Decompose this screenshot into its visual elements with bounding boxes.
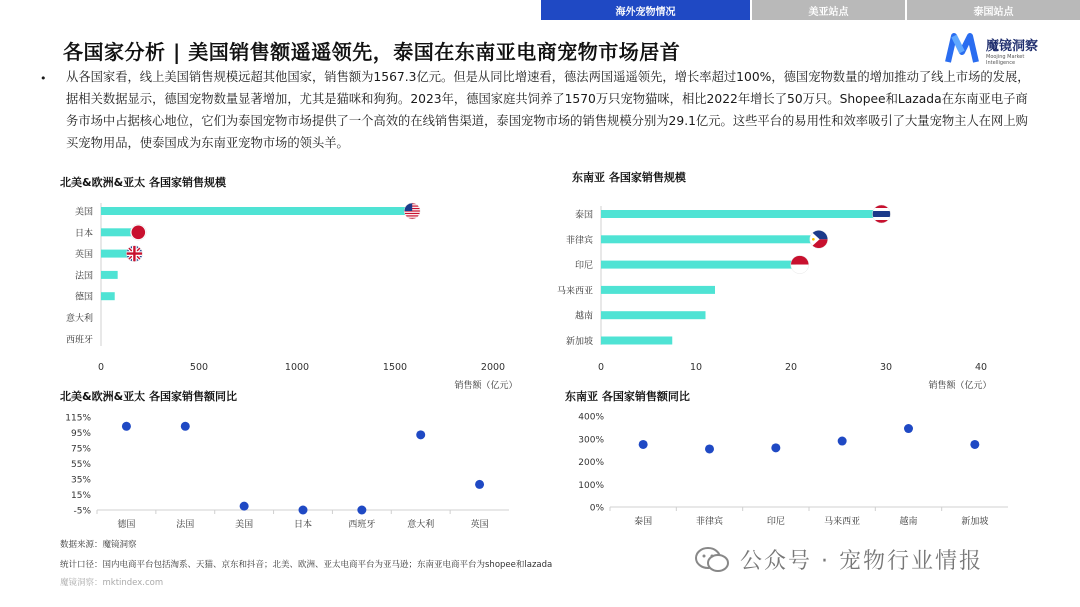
- category-label: 菲律宾: [565, 235, 593, 246]
- summary-paragraph: 从各国家看，线上美国销售规模远超其他国家，销售额为1567.3亿元。但是从同比增速看，德法两国遥遥领先，增长率超过100%，德国宠物数量的增加推动了线上市场的发展，据相关数据显示，德国宠物数量显著增加，尤其是猫咪和狗狗。2023年，德国家庭共饲养了1570万只宠物猫咪，相比2022年增长了50万只。Shopee和Lazada在东南亚电子商务市场中占据核心地位，它们为泰国宠物市场提供了一个高效的在线销售渠道，泰国宠物市场的销售规模分别为29.1亿元。这些平台的易用性和效率吸引了大量宠物主人在网上购买宠物用品，使泰国成为东南亚宠物市场的领头羊。: [66, 70, 1030, 150]
- x-tick-label: 0: [97, 362, 105, 373]
- bar: [101, 207, 408, 215]
- category-label: 英国: [470, 520, 489, 530]
- category-label: 印尼: [766, 517, 785, 527]
- uk-flag-icon: [126, 246, 142, 262]
- category-label: 印尼: [574, 261, 593, 272]
- x-tick-label: 1500: [382, 362, 408, 373]
- category-label: 法国: [74, 271, 93, 282]
- y-tick-label: 95%: [70, 429, 91, 439]
- category-label: 泰国: [574, 210, 593, 221]
- category-label: 越南: [574, 311, 593, 322]
- data-point: [122, 422, 131, 431]
- chart-title: 东南亚 各国家销售规模: [572, 171, 686, 184]
- category-label: 菲律宾: [695, 517, 724, 527]
- tab-us-amazon[interactable]: 美亚站点: [752, 0, 905, 20]
- category-label: 马来西亚: [556, 286, 593, 297]
- category-label: 意大利: [65, 314, 93, 324]
- category-label: 意大利: [407, 520, 435, 530]
- y-tick-label: 15%: [70, 491, 91, 501]
- category-label: 西班牙: [348, 520, 376, 530]
- tab-overseas-pet[interactable]: 海外宠物情况: [541, 0, 750, 20]
- y-tick-label: 0%: [589, 503, 604, 514]
- footer-source: 数据来源：魔镜洞察: [60, 540, 137, 550]
- y-tick-label: 300%: [578, 435, 604, 446]
- watermark-text: 公众号 · 宠物行业情报: [740, 549, 983, 574]
- data-point: [475, 480, 484, 489]
- chart-global-yoy: [60, 389, 509, 530]
- x-tick-label: 500: [189, 362, 209, 373]
- bar: [601, 261, 796, 269]
- category-label: 德国: [117, 520, 136, 530]
- japan-flag-icon: [130, 224, 146, 240]
- data-point: [904, 424, 913, 433]
- logo-subtitle: Moojing Market Intelligence: [986, 54, 1025, 66]
- category-label: 美国: [74, 207, 93, 218]
- x-tick-label: 40: [974, 362, 988, 373]
- data-point: [299, 506, 308, 515]
- indonesia-flag-icon: [791, 256, 809, 274]
- category-label: 泰国: [634, 517, 653, 527]
- data-point: [416, 430, 425, 439]
- wechat-icon: [694, 546, 730, 574]
- bar: [601, 235, 815, 243]
- data-point: [705, 444, 714, 453]
- data-point: [639, 440, 648, 449]
- data-point: [357, 506, 366, 515]
- x-tick-label: 1000: [284, 362, 310, 373]
- philippines-flag-icon: [810, 230, 828, 248]
- data-point: [181, 422, 190, 431]
- x-tick-label: 10: [689, 362, 703, 373]
- x-axis-label: 销售额（亿元）: [928, 381, 992, 391]
- tab-thailand[interactable]: 泰国站点: [907, 0, 1080, 20]
- category-label: 法国: [176, 520, 195, 530]
- bullet-marker: •: [40, 72, 47, 85]
- us-flag-icon: [404, 203, 420, 219]
- category-label: 日本: [74, 228, 93, 239]
- y-tick-label: 35%: [70, 475, 91, 486]
- category-label: 西班牙: [65, 335, 93, 346]
- chart-title: 北美&欧洲&亚太 各国家销售规模: [60, 176, 227, 189]
- x-tick-label: 0: [597, 362, 605, 373]
- bar: [101, 250, 130, 258]
- data-point: [970, 440, 979, 449]
- bar: [101, 228, 134, 236]
- x-tick-label: 30: [879, 362, 893, 373]
- bar: [101, 271, 118, 279]
- category-label: 德国: [74, 292, 93, 303]
- data-point: [771, 443, 780, 452]
- category-label: 英国: [74, 250, 93, 261]
- y-tick-label: 400%: [578, 412, 604, 423]
- footer-scope: 统计口径：国内电商平台包括淘系、天猫、京东和抖音；北美、欧洲、亚太电商平台为亚马逊；东南亚电商平台为shopee和lazada: [60, 560, 553, 570]
- y-tick-label: -5%: [73, 506, 91, 517]
- data-point: [240, 502, 249, 511]
- logo-name: 魔镜洞察: [986, 39, 1039, 54]
- category-label: 越南: [899, 517, 918, 527]
- y-tick-label: 115%: [65, 413, 91, 424]
- category-label: 新加坡: [961, 517, 989, 527]
- chart-sea-sales-scale: [557, 170, 992, 391]
- bar: [601, 311, 706, 319]
- bar: [601, 337, 672, 345]
- chart-title: 东南亚 各国家销售额同比: [565, 390, 690, 403]
- x-tick-label: 2000: [480, 362, 506, 373]
- page-title: 各国家分析 | 美国销售额遥遥领先，泰国在东南亚电商宠物市场居首: [63, 40, 681, 64]
- y-tick-label: 75%: [70, 444, 91, 455]
- y-tick-label: 100%: [578, 480, 604, 491]
- y-tick-label: 55%: [70, 460, 91, 470]
- category-label: 日本: [293, 520, 313, 530]
- footer-site: 魔镜洞察：mktindex.com: [60, 578, 164, 588]
- category-label: 美国: [235, 520, 254, 530]
- chart-global-sales-scale: [60, 175, 518, 391]
- chart-sea-yoy: [565, 389, 1008, 527]
- y-tick-label: 200%: [578, 458, 604, 468]
- data-point: [838, 437, 847, 446]
- bar: [601, 286, 715, 294]
- bar: [101, 292, 115, 300]
- category-label: 新加坡: [565, 337, 593, 347]
- chart-title: 北美&欧洲&亚太 各国家销售额同比: [60, 390, 238, 403]
- bar: [601, 210, 877, 218]
- category-label: 马来西亚: [824, 517, 861, 527]
- x-axis-label: 销售额（亿元）: [454, 381, 518, 391]
- x-tick-label: 20: [784, 362, 798, 373]
- thailand-flag-icon: [872, 205, 890, 224]
